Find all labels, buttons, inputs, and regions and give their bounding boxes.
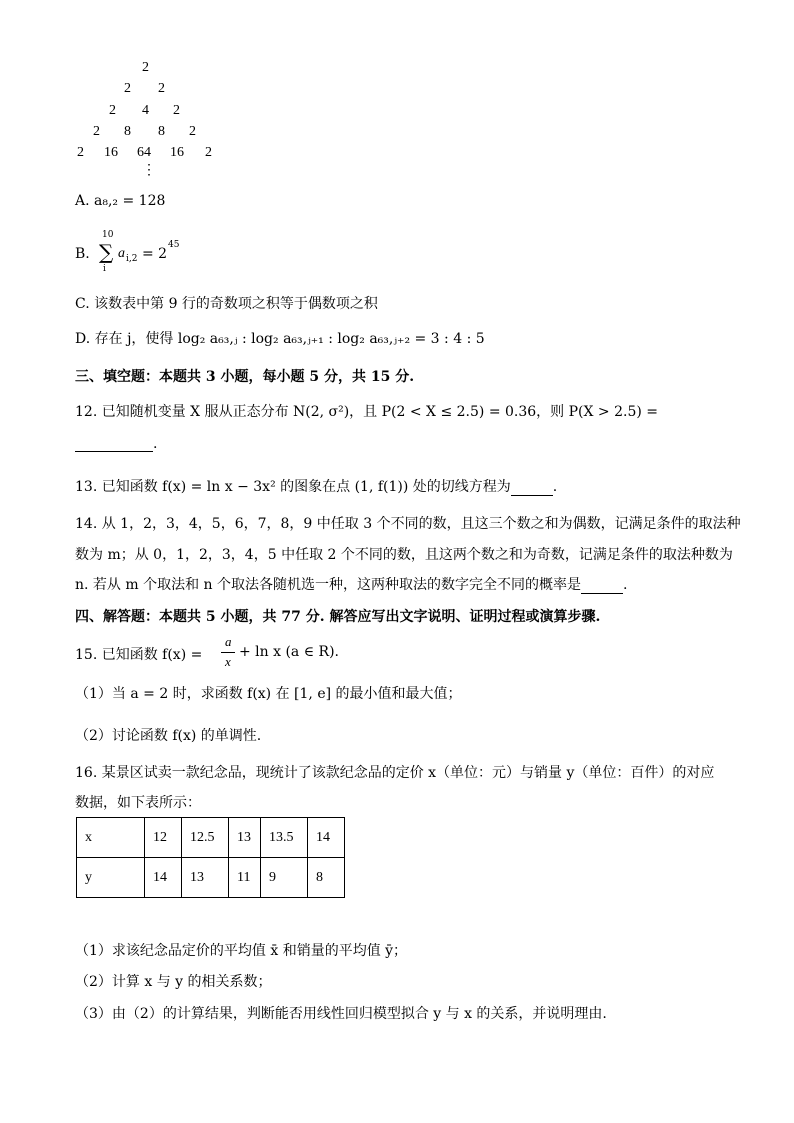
triangle-cell: 2 — [93, 124, 100, 139]
triangle-cell: 16 — [104, 145, 118, 160]
q13-end: . — [552, 479, 558, 495]
fraction-numerator: a — [225, 634, 232, 649]
table-cell: 8 — [308, 858, 345, 898]
table-cell: 12.5 — [182, 818, 229, 858]
triangle-ellipsis: ⋮ — [142, 163, 156, 178]
option-a: A. a₈,₂ = 128 — [75, 193, 166, 209]
sum-equals: = 2 — [142, 246, 168, 262]
question-14-line2: 数为 m；从 0，1，2，3，4，5 中任取 2 个不同的数，且这两个数之和为奇数，记满足条件的取法种数为 — [75, 547, 733, 563]
question-16-part2: （2）计算 x 与 y 的相关系数； — [75, 974, 272, 990]
triangle-cell: 8 — [124, 124, 131, 139]
question-13-text: 13. 已知函数 f(x) = ln x − 3x² 的图象在点 (1, f(1)) 处的切线方程为 — [75, 479, 511, 495]
q12-end: . — [153, 436, 158, 452]
question-15-part1: （1）当 a = 2 时，求函数 f(x) 在 [1, e] 的最小值和最大值； — [75, 686, 462, 702]
question-14-line3 — [75, 574, 627, 594]
triangle-cell: 4 — [142, 103, 149, 118]
question-13 — [75, 476, 557, 496]
sum-lower-limit: i — [103, 264, 106, 274]
option-b-label: B. — [75, 246, 90, 262]
sum-upper-limit: 10 — [102, 230, 114, 240]
question-15-prefix: 15. 已知函数 f(x) = — [75, 647, 203, 663]
sum-term-subscript: i,2 — [126, 254, 138, 264]
question-16-part3: （3）由（2）的计算结果，判断能否用线性回归模型拟合 y 与 x 的关系，并说明理由. — [75, 1006, 607, 1022]
table-cell: 14 — [308, 818, 345, 858]
option-c: C. 该数表中第 9 行的奇数项之积等于偶数项之积 — [75, 296, 378, 312]
sum-exponent: 45 — [168, 240, 180, 250]
triangle-cell: 16 — [170, 145, 184, 160]
sum-symbol: ∑ — [99, 240, 114, 264]
section4-heading: 四、解答题：本题共 5 小题，共 77 分. 解答应写出文字说明、证明过程或演算步骤. — [75, 609, 601, 625]
fraction-denominator: x — [225, 654, 231, 669]
answer-blank — [511, 483, 553, 496]
option-d: D. 存在 j，使得 log₂ a₆₃,ⱼ : log₂ a₆₃,ⱼ₊₁ : log₂ a₆₃,ⱼ₊₂ = 3 : 4 : 5 — [75, 331, 485, 347]
question-15 — [75, 634, 475, 674]
table-header-cell: x — [77, 818, 145, 858]
question-14-line1: 14. 从 1，2，3，4，5，6，7，8，9 中任取 3 个不同的数，且这三个数之和为偶数，记满足条件的取法种 — [75, 516, 741, 532]
table-cell: 12 — [145, 818, 182, 858]
table-cell: 13 — [229, 818, 261, 858]
q14-end: . — [623, 577, 628, 593]
triangle-cell: 2 — [173, 103, 180, 118]
table-row — [77, 858, 345, 898]
triangle-cell: 2 — [142, 60, 149, 75]
triangle-cell: 2 — [158, 81, 165, 96]
question-15-part2: （2）讨论函数 f(x) 的单调性. — [75, 728, 262, 744]
triangle-cell: 2 — [77, 145, 84, 160]
section3-heading: 三、填空题：本题共 3 小题，每小题 5 分，共 15 分. — [75, 369, 415, 385]
answer-blank — [581, 581, 623, 594]
table-row — [77, 818, 345, 858]
question-12: 12. 已知随机变量 X 服从正态分布 N(2, σ²)，且 P(2 < X ≤ 2.5) = 0.36，则 P(X > 2.5) = — [75, 404, 659, 420]
triangle-cell: 2 — [124, 81, 131, 96]
triangle-cell: 2 — [189, 124, 196, 139]
table-cell: 13.5 — [261, 818, 308, 858]
table-cell: 14 — [145, 858, 182, 898]
table-cell: 11 — [229, 858, 261, 898]
option-b — [75, 230, 275, 276]
triangle-cell: 2 — [205, 145, 212, 160]
triangle-cell: 8 — [158, 124, 165, 139]
triangle-cell: 2 — [109, 103, 116, 118]
table-cell: 9 — [261, 858, 308, 898]
question-12-answer-line — [75, 436, 157, 452]
sum-term: a — [118, 246, 125, 261]
table-cell: 13 — [182, 858, 229, 898]
answer-blank — [75, 437, 153, 452]
data-table — [76, 817, 345, 898]
question-14-text: n. 若从 m 个取法和 n 个取法各随机选一种，这两种取法的数字完全不同的概率是 — [75, 577, 582, 593]
question-15-suffix: + ln x (a ∈ R). — [239, 644, 339, 660]
triangle-cell: 64 — [137, 145, 151, 160]
question-16-line1: 16. 某景区试卖一款纪念品，现统计了该款纪念品的定价 x（单位：元）与销量 y（单位：百件）的对应 — [75, 765, 715, 781]
fraction-bar — [221, 652, 235, 653]
table-header-cell: y — [77, 858, 145, 898]
question-16-part1: （1）求该纪念品定价的平均值 x̄ 和销量的平均值 ȳ； — [75, 943, 408, 959]
question-16-line2: 数据，如下表所示： — [75, 795, 201, 811]
